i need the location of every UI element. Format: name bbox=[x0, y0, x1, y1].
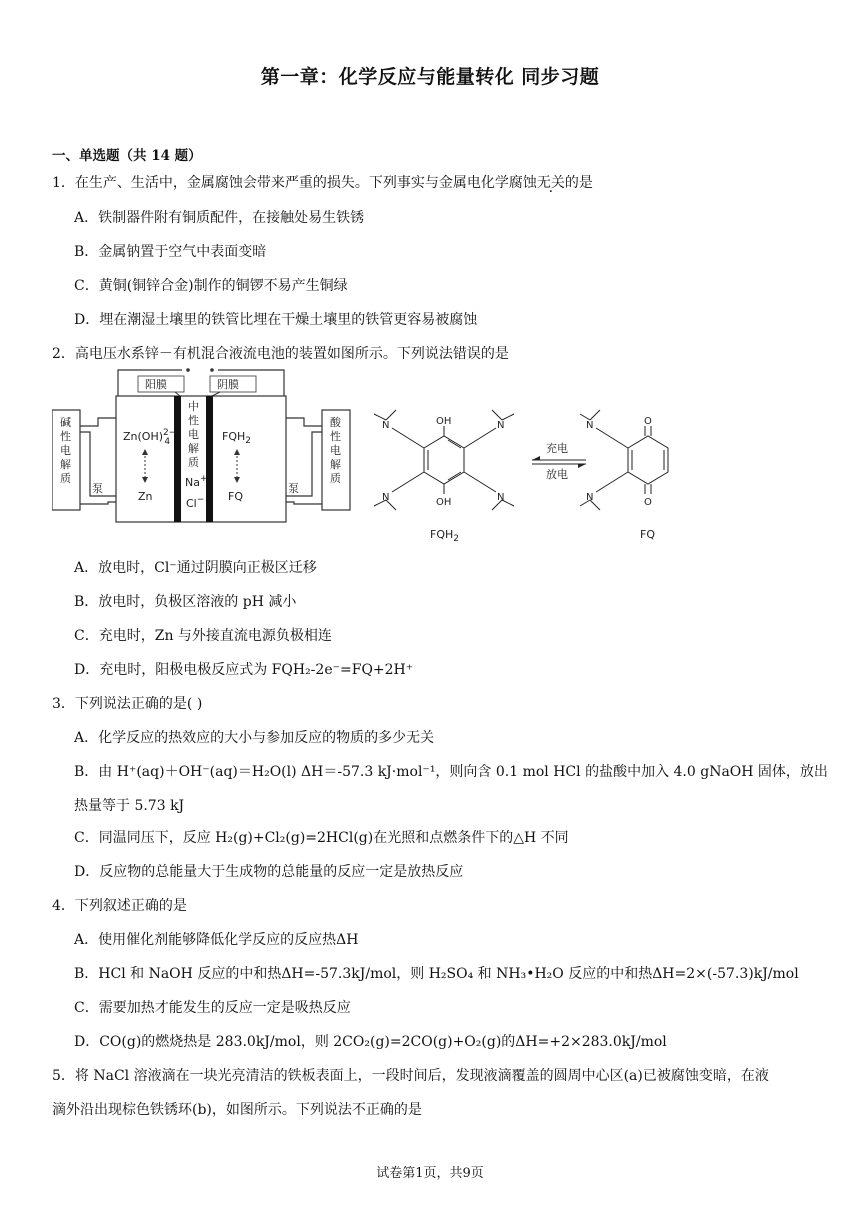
cation-membrane bbox=[174, 396, 181, 522]
anion-membrane bbox=[206, 396, 213, 522]
pointer-right bbox=[212, 392, 220, 396]
right-pump-label: 泵 bbox=[288, 482, 299, 495]
q4-option-b: B．HCl 和 NaOH 反应的中和热ΔH=-57.3kJ/mol，则 H₂SO₄ 和 NH₃•H₂O 反应的中和热ΔH=2×(-57.3)kJ/mol bbox=[74, 966, 799, 982]
q2-option-d: D．充电时，阳极电极反应式为 FQH₂-2e⁻=FQ+2H⁺ bbox=[74, 662, 414, 678]
pointer-left bbox=[175, 392, 180, 396]
terminal-left bbox=[186, 368, 190, 372]
n-atom: N bbox=[586, 492, 594, 503]
q1-option-b: B．金属钠置于空气中表面变暗 bbox=[74, 244, 267, 260]
right-pipe-top bbox=[286, 418, 322, 426]
zn-label: Zn bbox=[138, 490, 153, 503]
fqh2-caption: $FQH_2$ bbox=[430, 528, 459, 544]
fqh2-oh-bottom: OH bbox=[436, 497, 452, 508]
na-ion-label: Na+ bbox=[185, 474, 208, 489]
n-atom: N bbox=[497, 492, 505, 503]
cl-ion-label: Cl− bbox=[186, 495, 205, 510]
battery-diagram-svg bbox=[52, 366, 672, 552]
q3-option-a: A．化学反应的热效应的大小与参加反应的物质的多少无关 bbox=[74, 730, 435, 746]
q1-emphasis bbox=[537, 175, 565, 191]
page-title: 第一章：化学反应与能量转化 同步习题 bbox=[260, 66, 600, 88]
fq-ring bbox=[628, 436, 668, 484]
fq-caption: FQ bbox=[640, 528, 655, 541]
terminal-right bbox=[210, 368, 214, 372]
page-footer: 试卷第1页，共9页 bbox=[376, 1166, 484, 1181]
fqh2-label: $FQH_2$ bbox=[222, 430, 251, 446]
svg-text:电: 电 bbox=[188, 428, 199, 441]
q3-option-d: D．反应物的总能量大于生成物的总能量的反应一定是放热反应 bbox=[74, 864, 464, 880]
q3-option-b-cont: 热量等于 5.73 kJ bbox=[74, 798, 185, 814]
q1-stem-text: 1．在生产、生活中，金属腐蚀会带来严重的损失。下列事实与金属电化学腐蚀 bbox=[52, 175, 537, 191]
discharge-label: 放电 bbox=[546, 468, 568, 481]
zincate-label: Zn(OH)$^{2-}$ 4 bbox=[123, 428, 177, 447]
svg-text:酸: 酸 bbox=[330, 416, 341, 429]
q2-option-b: B．放电时，负极区溶液的 pH 减小 bbox=[74, 594, 297, 610]
cation-membrane-label: 阳膜 bbox=[145, 378, 167, 391]
charge-arrowhead bbox=[532, 456, 540, 460]
question-3-stem: 3．下列说法正确的是( ) bbox=[52, 696, 203, 712]
q1-option-d: D．埋在潮湿土壤里的铁管比埋在干燥土壤里的铁管更容易被腐蚀 bbox=[74, 312, 478, 328]
q4-option-c: C．需要加热才能发生的反应一定是吸热反应 bbox=[74, 1000, 351, 1016]
svg-text:性: 性 bbox=[60, 430, 71, 443]
svg-text:质: 质 bbox=[330, 472, 341, 485]
question-1-stem bbox=[52, 172, 593, 192]
n-atom: N bbox=[586, 420, 594, 431]
q1-option-c: C．黄铜(铜锌合金)制作的铜锣不易产生铜绿 bbox=[74, 278, 348, 294]
svg-text:碱: 碱 bbox=[60, 416, 71, 429]
svg-text:解: 解 bbox=[60, 458, 71, 471]
q1-option-a: A．铁制器件附有铜质配件，在接触处易生铁锈 bbox=[74, 210, 365, 226]
svg-text:电: 电 bbox=[60, 444, 71, 457]
svg-text:电: 电 bbox=[330, 444, 341, 457]
q4-option-a: A．使用催化剂能够降低化学反应的反应热ΔH bbox=[74, 932, 359, 948]
acidic-electrolyte-label bbox=[330, 415, 342, 485]
q3-option-c: C．同温同压下，反应 H₂(g)+Cl₂(g)=2HCl(g)在光照和点燃条件下的△H 不同 bbox=[74, 830, 569, 846]
fq-o-bottom: O bbox=[644, 497, 652, 508]
question-4-stem: 4．下列叙述正确的是 bbox=[52, 898, 187, 914]
question-5-stem: 5．将 NaCl 溶液滴在一块光亮清洁的铁板表面上，一段时间后，发现液滴覆盖的圆周中心区(a)已被腐蚀变暗，在液 bbox=[52, 1068, 769, 1084]
svg-text:质: 质 bbox=[60, 472, 71, 485]
svg-text:中: 中 bbox=[188, 400, 199, 413]
anion-membrane-label: 阴膜 bbox=[217, 378, 239, 391]
q3-option-b: B．由 H⁺(aq)＋OH⁻(aq)＝H₂O(l) ΔH＝-57.3 kJ·mol⁻¹，则向含 0.1 mol HCl 的盐酸中加入 4.0 gNaOH 固体，放出 bbox=[74, 764, 828, 780]
fq-label: FQ bbox=[228, 490, 243, 503]
fqh2-oh-top: OH bbox=[436, 416, 452, 427]
neutral-electrolyte-label bbox=[188, 399, 199, 469]
q4-option-d: D．CO(g)的燃烧热是 283.0kJ/mol，则 2CO₂(g)=2CO(g)+O₂(g)的ΔH=+2×283.0kJ/mol bbox=[74, 1034, 667, 1050]
svg-text:质: 质 bbox=[188, 456, 199, 469]
left-pipe-top bbox=[80, 418, 116, 426]
q1-stem-end: 的是 bbox=[564, 175, 593, 191]
n-atom: N bbox=[497, 420, 505, 431]
fq-o-top: O bbox=[644, 416, 652, 427]
alkaline-electrolyte-label bbox=[60, 415, 71, 485]
svg-text:解: 解 bbox=[188, 442, 199, 455]
left-pump-label: 泵 bbox=[92, 482, 103, 495]
discharge-arrowhead bbox=[578, 464, 586, 468]
q2-option-c: C．充电时，Zn 与外接直流电源负极相连 bbox=[74, 628, 332, 644]
svg-text:解: 解 bbox=[330, 458, 341, 471]
section-heading: 一、单选题（共 14 题） bbox=[52, 148, 202, 164]
q1-emphasis-text: 无关 bbox=[536, 175, 565, 191]
n-atom: N bbox=[382, 420, 390, 431]
question-2-stem: 2．高电压水系锌－有机混合液流电池的装置如图所示。下列说法错误的是 bbox=[52, 346, 509, 362]
n-atom: N bbox=[382, 492, 390, 503]
charge-label: 充电 bbox=[546, 442, 568, 455]
q2-option-a: A．放电时，Cl⁻通过阴膜向正极区迁移 bbox=[74, 560, 317, 576]
fqh2-ring bbox=[424, 436, 464, 484]
battery-diagram bbox=[52, 366, 672, 552]
left-pipe-bottom bbox=[80, 502, 116, 504]
svg-text:性: 性 bbox=[188, 414, 199, 427]
right-pipe-bottom bbox=[286, 502, 322, 504]
question-5-stem-cont: 滴外沿出现棕色铁锈环(b)，如图所示。下列说法不正确的是 bbox=[52, 1102, 422, 1118]
svg-text:性: 性 bbox=[330, 430, 341, 443]
